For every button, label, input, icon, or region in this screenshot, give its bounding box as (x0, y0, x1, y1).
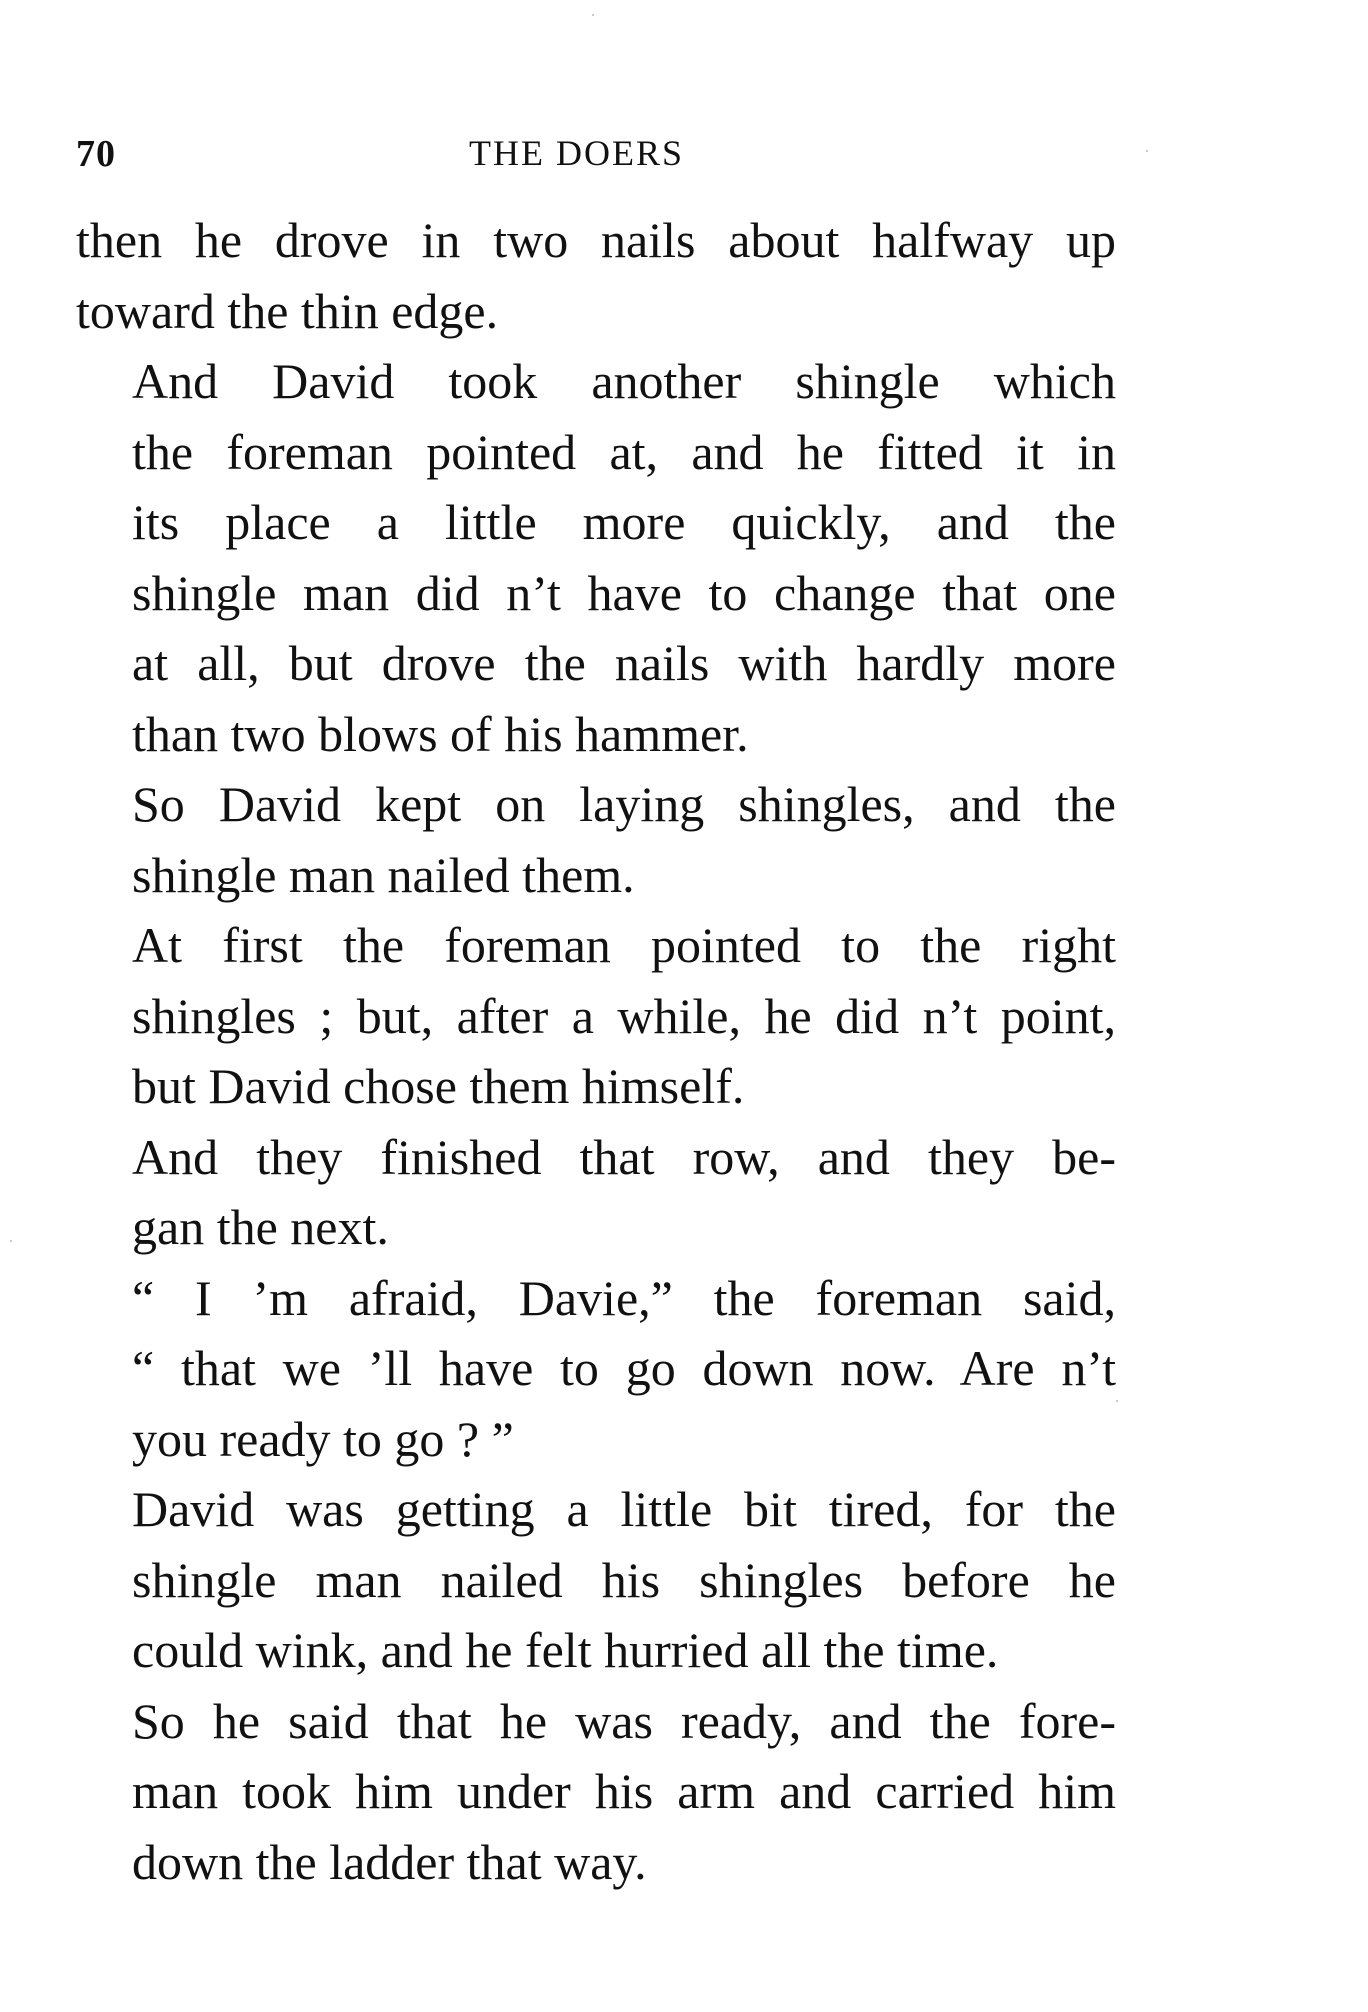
paragraph (76, 346, 1116, 769)
text-line: gan the next. (132, 1199, 389, 1255)
text-line: shingle man did n’t have to change that one (132, 564, 1116, 621)
paragraph (76, 769, 1116, 910)
text-line: down the ladder that way. (132, 1833, 647, 1890)
running-title: THE DOERS (469, 133, 684, 173)
text-line: “ I ’m afraid, Davie,” the foreman said, (132, 1269, 1116, 1326)
body-text (76, 205, 1116, 1897)
page-number: 70 (76, 133, 116, 175)
paragraph (76, 205, 1116, 346)
text-line: the foreman pointed at, and he fitted it in (132, 423, 1116, 480)
text-line: And David took another shingle which (132, 353, 1116, 409)
paragraph (76, 910, 1116, 1122)
paragraph (76, 1686, 1116, 1898)
paper-speck (1116, 1400, 1118, 1402)
text-line: shingles ; but, after a while, he did n’t point, (132, 987, 1116, 1044)
text-line: And they finished that row, and they be- (132, 1128, 1116, 1185)
text-line: David was getting a little bit tired, for the (132, 1481, 1116, 1537)
paper-speck (1146, 150, 1148, 152)
text-line: could wink, and he felt hurried all the time. (132, 1622, 999, 1678)
paper-speck (10, 1240, 12, 1242)
text-line: but David chose them himself. (132, 1058, 745, 1114)
text-line: “ that we ’ll have to go down now. Are n’t (132, 1340, 1116, 1396)
paragraph (76, 1122, 1116, 1263)
text-line: toward the thin edge. (76, 282, 499, 339)
text-line: shingle man nailed his shingles before he (132, 1551, 1116, 1608)
text-line: you ready to go ? ” (132, 1410, 514, 1467)
text-line: then he drove in two nails about halfway up (76, 212, 1116, 268)
text-line: at all, but drove the nails with hardly more (132, 635, 1116, 691)
text-line: than two blows of his hammer. (132, 705, 749, 762)
text-line: So David kept on laying shingles, and the (132, 776, 1116, 832)
paper-speck (592, 14, 594, 16)
text-line: shingle man nailed them. (132, 846, 635, 903)
text-line: So he said that he was ready, and the fore- (132, 1692, 1116, 1749)
paragraph (76, 1474, 1116, 1686)
running-head (76, 132, 1116, 182)
paragraph (76, 1263, 1116, 1475)
text-line: its place a little more quickly, and the (132, 494, 1116, 550)
text-line: At first the foreman pointed to the right (132, 917, 1116, 973)
text-line: man took him under his arm and carried him (132, 1763, 1116, 1819)
